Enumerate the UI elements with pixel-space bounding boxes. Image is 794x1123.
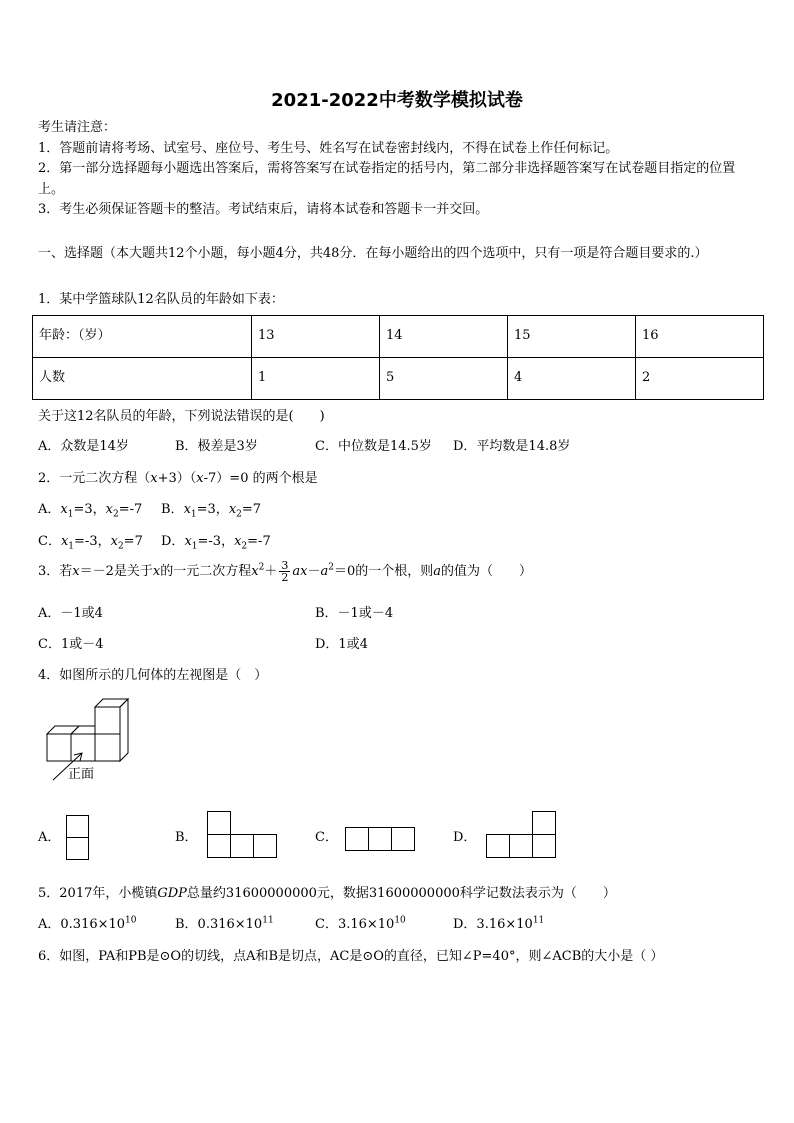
table-cell: 人数 [33,358,252,400]
notice-item: 2．第一部分选择题每小题选出答案后，需将答案写在试卷指定的括号内，第二部分非选择题答案写在试卷题目指定的位置上。 [38,161,736,197]
q3-option-b: B．－1或－4 [315,606,394,621]
q5-stem: 5．2017年，小榄镇GDP总量约31600000000元，数据31600000000科学记数法表示为（ ） [38,886,616,901]
cube-face [47,726,79,734]
notice-item: 3．考生必须保证答题卡的整洁。考试结束后，请将本试卷和答题卡一并交回。 [38,202,489,217]
square [231,835,254,858]
q3-option-c: C．1或－4 [38,637,104,652]
q2-option-a: A．$x_1=3$，$x_2=-7$ [38,502,143,520]
notice-heading: 考生请注意： [38,120,117,135]
square [392,828,415,851]
q5-option-b: B．$0.316\times 10^{11}$ [175,915,274,932]
q3-option-a: A．－1或4 [38,606,103,621]
q3-option-d: D．1或4 [315,637,368,652]
q5-option-a: A．$0.316\times 10^{10}$ [38,915,137,932]
cube-face [120,699,128,761]
table-cell: 年龄：（岁） [33,316,252,358]
q4-option-c: C． [315,830,338,845]
table-row [33,358,764,400]
q4-option-a: A． [38,830,61,845]
q6-stem: 6．如图，PA和PB是⊙O的切线，点A和B是切点，AC是⊙O的直径，已知∠P=40°，则∠ACB的大小是（ ） [38,949,664,964]
table-cell: 13 [252,316,380,358]
notice-block [38,118,760,221]
table-cell: 15 [508,316,636,358]
table-cell: 14 [380,316,508,358]
q3-stem: 3．若x＝－2是关于x的一元二次方程$x^2+$ $\frac{3}{2}$ $ax-a^2=0$的一个根，则a的值为（ ） [38,559,533,584]
front-label: 正面 [68,767,95,782]
q5-option-d: D．$3.16\times 10^{11}$ [453,915,545,932]
square [346,828,369,851]
section-heading: 一、选择题（本大题共12个小题，每小题4分，共48分．在每小题给出的四个选项中，只有一项是符合题目要求的.） [38,246,708,261]
cube-face [71,734,95,761]
table-cell: 1 [252,358,380,400]
table-cell: 2 [636,358,764,400]
q2-stem: 2．一元二次方程（x+3）（x-7）=0 的两个根是 [38,471,318,486]
square [67,838,89,860]
q5-option-c: C．$3.16\times 10^{10}$ [315,915,406,932]
q1-option-c: C．中位数是14.5岁 [315,439,432,454]
table-cell: 4 [508,358,636,400]
q2-option-d: D．$x_1=-3$，$x_2=-7$ [161,534,271,552]
table-cell: 5 [380,358,508,400]
square [533,812,556,835]
q1-option-a: A．众数是14岁 [38,439,129,454]
q4-stem: 4．如图所示的几何体的左视图是（ ） [38,668,268,683]
option-a-figure [66,815,90,861]
cube-face [95,707,120,734]
cube-face [95,734,120,761]
age-table [32,315,764,400]
square [487,835,510,858]
q2-option-b: B．$x_1=3$，$x_2=7$ [161,502,262,520]
square [67,816,89,838]
square [208,835,231,858]
table-cell: 16 [636,316,764,358]
cube-face [95,699,128,707]
q4-option-d: D． [453,830,477,845]
square [254,835,277,858]
square [369,828,392,851]
square [208,812,231,835]
q1-stem: 1．某中学篮球队12名队员的年龄如下表： [38,292,284,307]
notice-item: 1．答题前请将考场、试室号、座位号、考生号、姓名写在试卷密封线内，不得在试卷上作任何标记。 [38,140,619,156]
q1-option-d: D．平均数是14.8岁 [453,439,571,454]
page-title: 2021-2022中考数学模拟试卷 [271,90,523,111]
q1-option-b: B．极差是3岁 [175,439,258,454]
option-c-figure [345,827,417,852]
cube-face [47,734,71,761]
cube-face [71,726,95,734]
fraction: $\frac{3}{2}$ [281,559,289,584]
q4-option-b: B． [175,830,198,845]
option-b-figure [207,811,279,859]
square [533,835,556,858]
table-row [33,316,764,358]
q2-option-c: C．$x_1=-3$，$x_2=7$ [38,534,143,552]
square [510,835,533,858]
q1-ask: 关于这12名队员的年龄，下列说法错误的是( ) [38,409,325,424]
option-d-figure [486,811,558,859]
